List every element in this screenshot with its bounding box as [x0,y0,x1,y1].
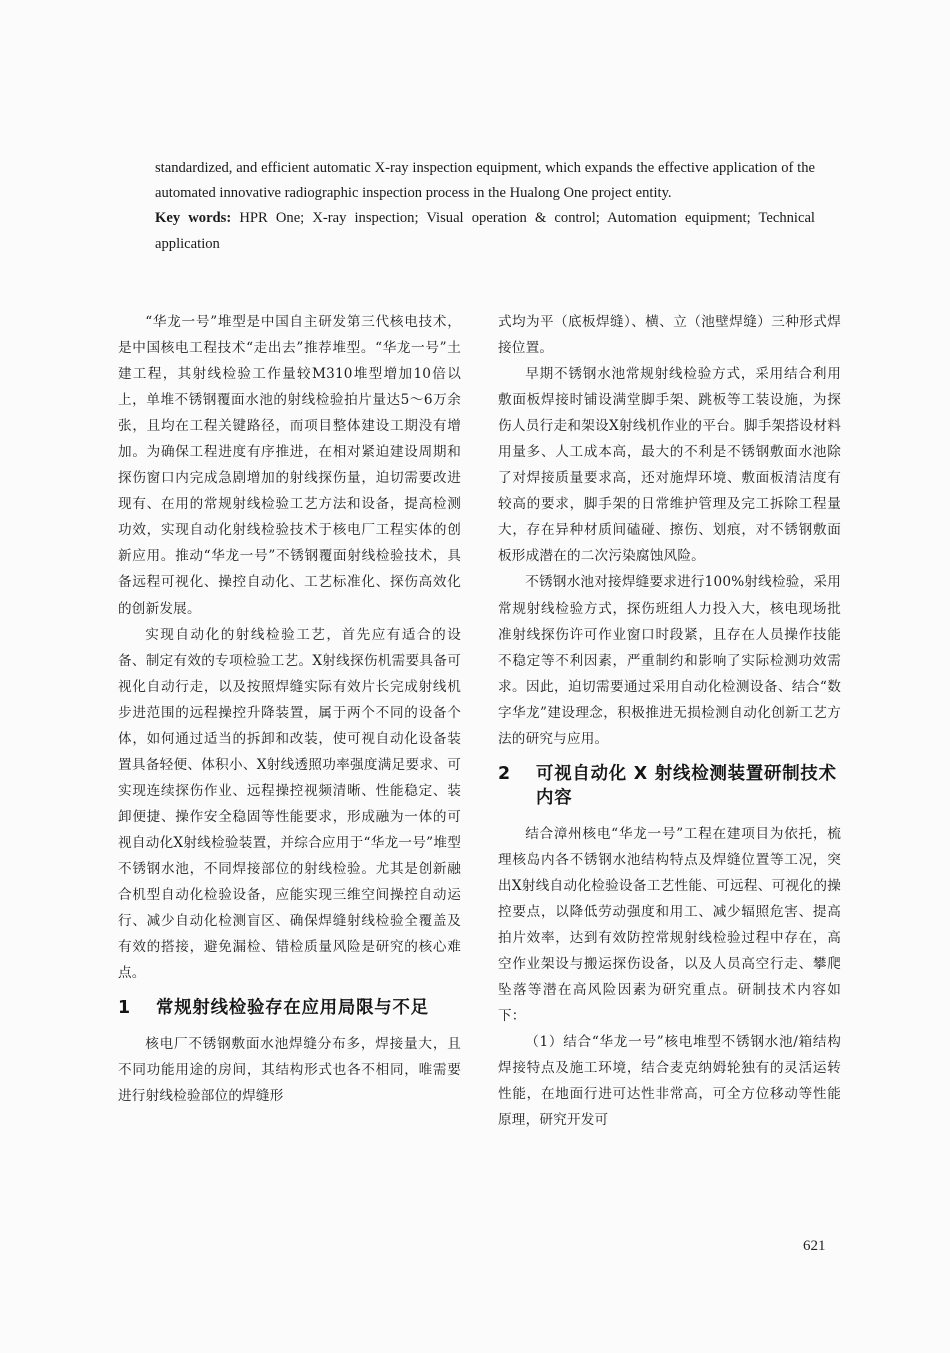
body-paragraph: 核电厂不锈钢敷面水池焊缝分布多，焊接量大，且不同功能用途的房间，其结构形式也各不相同，唯需要进行射线检验部位的焊缝形 [118,1036,461,1105]
body-paragraph: 不锈钢水池对接焊缝要求进行100%射线检验，采用常规射线检验方式，探伤班组人力投入大，核电现场批准射线探伤许可作业窗口时段紧，且存在人员操作技能不稳定等不利因素，严重制约和影响了实际检测功效需求。因此，迫切需要通过采用自动化检测设备、结合“数字华龙”建设理念，积极推进无损检测自动化创新工艺方法的研究与应用。 [498,574,841,747]
english-abstract [155,156,815,257]
body-paragraph-continued: 式均为平（底板焊缝）、横、立（池壁焊缝）三种形式焊接位置。 [498,314,841,357]
keywords-line [155,206,815,256]
body-paragraph: （1）结合“华龙一号”核电堆型不锈钢水池/箱结构焊接特点及施工环境，结合麦克纳姆轮独有的灵活运转性能，在地面行进可达性非常高，可全方位移动等性能原理，研究开发可 [498,1034,841,1129]
keywords-label: Key words: [155,210,232,227]
section-number: 2 [498,763,511,784]
body-paragraph: 早期不锈钢水池常规射线检验方式，采用结合利用敷面板焊接时铺设满堂脚手架、跳板等工装设施，为探伤人员行走和架设X射线机作业的平台。脚手架搭设材料用量多、人工成本高，最大的不利是不锈钢敷面水池除了对焊接质量要求高，还对施焊环境、敷面板清洁度有较高的要求，脚手架的日常维护管理及完工拆除工程量大，存在异种材质间磕碰、擦伤、划痕，对不锈钢敷面板形成潜在的二次污染腐蚀风险。 [498,366,841,565]
body-paragraph: 实现自动化的射线检验工艺，首先应有适合的设备、制定有效的专项检验工艺。X射线探伤机需要具备可视化自动行走，以及按照焊缝实际有效片长完成射线机步进范围的远程操控升降装置，属于两个不同的设备个体，如何通过适当的拆卸和改装，使可视自动化设备装置具备轻便、体积小、X射线透照功率强度满足要求、可实现连续探伤作业、远程操控视频清晰、性能稳定、装卸便捷、操作安全稳固等性能要求，形成融为一体的可视自动化X射线检验装置，并综合应用于“华龙一号”堆型不锈钢水池，不同焊接部位的射线检验。尤其是创新融合机型自动化检验设备，应能实现三维空间操控自动运行、减少自动化检测盲区、确保焊缝射线检验全覆盖及有效的搭接，避免漏检、错检质量风险是研究的核心难点。 [118,626,461,982]
section-heading-1 [118,996,461,1020]
section-title: 常规射线检验存在应用局限与不足 [156,998,429,1019]
keywords-text: HPR One; X-ray inspection; Visual operation & control; Automation equipment; Technical application [155,210,815,252]
page-number: 621 [803,1238,826,1254]
section-title: 可视自动化 X 射线检测装置研制技术内容 [536,763,837,808]
right-column [498,309,841,1133]
section-number: 1 [118,998,131,1019]
left-column [118,309,461,1109]
section-heading-2 [498,762,841,810]
abstract-text: standardized, and efficient automatic X-ray inspection equipment, which expands the effective application of the automated innovative radiographic inspection process in the Hualong One project entity. [155,160,815,202]
body-paragraph: “华龙一号”堆型是中国自主研发第三代核电技术，是中国核电工程技术“走出去”推荐堆型。“华龙一号”土建工程，其射线检验工作量较M310堆型增加10倍以上，单堆不锈钢覆面水池的射线检验拍片量达5～6万余张，且均在工程关键路径，而项目整体建设工期没有增加。为确保工程进度有序推进，在相对紧迫建设周期和探伤窗口内完成急剧增加的射线探伤量，迫切需要改进现有、在用的常规射线检验工艺方法和设备，提高检测功效，实现自动化射线检验技术于核电厂工程实体的创新应用。推动“华龙一号”不锈钢覆面射线检验技术，具备远程可视化、操控自动化、工艺标准化、探伤高效化的创新发展。 [118,314,461,617]
body-paragraph: 结合漳州核电“华龙一号”工程在建项目为依托，梳理核岛内各不锈钢水池结构特点及焊缝位置等工况，突出X射线自动化检验设备工艺性能、可远程、可视化的操控要点，以降低劳动强度和用工、减少辐照危害、提高拍片效率，达到有效防控常规射线检验过程中存在，高空作业架设与搬运探伤设备，以及人员高空行走、攀爬坠落等潜在高风险因素为研究重点。研制技术内容如下： [498,825,841,1025]
